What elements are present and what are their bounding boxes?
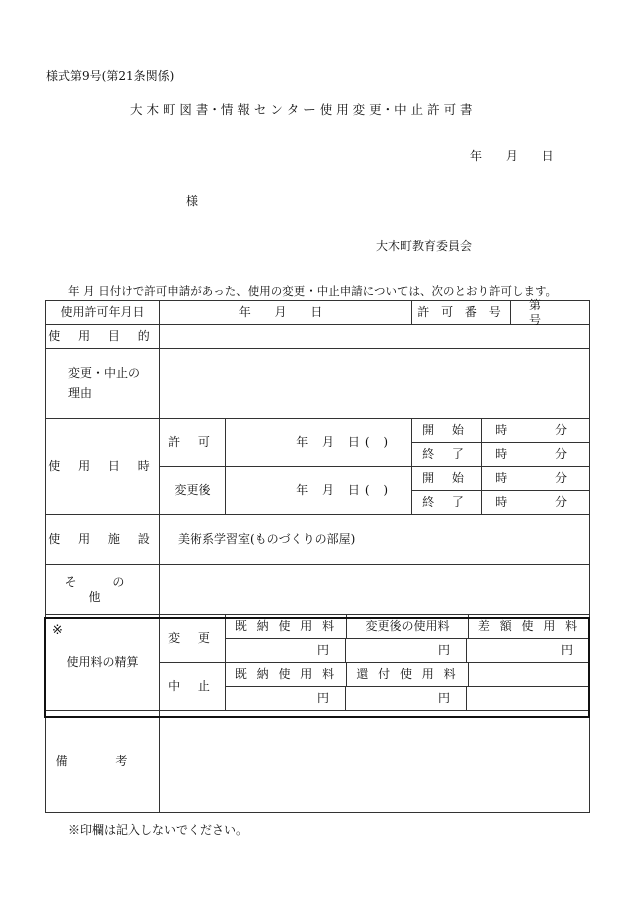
- fees-cancel-empty: [469, 663, 589, 686]
- intro-text: 年 月 日付けで許可申請があった、使用の変更・中止申請については、次のとおり許可します。: [68, 284, 558, 298]
- permit-number-value: 第 号: [529, 298, 572, 327]
- datetime-permit-date: 年 月 日( ): [226, 419, 412, 467]
- permit-number-cell: [412, 298, 590, 327]
- fees-new-yen: 円: [346, 639, 467, 662]
- fees-change-header: [226, 615, 590, 639]
- other-value: [160, 565, 590, 615]
- issuer: 大木町教育委員会: [376, 239, 473, 253]
- fees-cancel-header: [226, 663, 590, 687]
- datetime-permit-start-time: 時 分: [482, 419, 590, 443]
- fees-label-cell: [46, 615, 160, 711]
- permit-number-label: 許 可 番 号: [412, 301, 511, 324]
- fees-paid-label: 既 納 使 用 料: [226, 615, 347, 638]
- fees-refund-yen: 円: [346, 687, 467, 710]
- other-label: そ の 他: [46, 565, 160, 615]
- datetime-permit-label: 許 可: [160, 419, 226, 467]
- facility-label: 使 用 施 設: [46, 515, 160, 565]
- fees-new-label: 変更後の使用料: [347, 615, 469, 638]
- fees-change-label: 変 更: [160, 615, 226, 663]
- reason-value: [160, 349, 590, 419]
- remarks-label: 備 考: [46, 711, 160, 813]
- purpose-value: [160, 325, 590, 349]
- datetime-changed-date: 年 月 日( ): [226, 467, 412, 515]
- permit-date-value: 年 月 日: [160, 301, 412, 325]
- issue-date: 年 月 日: [470, 149, 564, 163]
- remarks-value: [160, 711, 590, 813]
- permit-date-label: 使用許可年月日: [46, 301, 160, 325]
- fees-cancel-empty-2: [467, 687, 589, 710]
- datetime-label: 使 用 日 時: [46, 419, 160, 515]
- fees-cancel-paid-yen: 円: [226, 687, 346, 710]
- purpose-label: 使 用 目 的: [46, 325, 160, 349]
- datetime-changed-start-label: 開 始: [412, 467, 482, 491]
- reason-label: 変更・中止の理由: [46, 349, 160, 419]
- fees-cancel-label: 中 止: [160, 663, 226, 711]
- permit-table: [45, 300, 590, 813]
- datetime-changed-end-time: 時 分: [482, 491, 590, 515]
- addressee-suffix: 様: [186, 194, 199, 208]
- form-number: 様式第9号(第21条関係): [46, 69, 175, 83]
- fees-change-values: [226, 639, 590, 663]
- facility-value: 美術系学習室(ものづくりの部屋): [160, 515, 590, 565]
- footer-note: ※印欄は記入しないでください。: [68, 823, 249, 837]
- fees-mark: ※: [52, 623, 63, 638]
- fees-label: 使用料の精算: [66, 655, 139, 670]
- datetime-changed-start-time: 時 分: [482, 467, 590, 491]
- datetime-changed-label: 変更後: [160, 467, 226, 515]
- fees-cancel-values: [226, 687, 590, 711]
- datetime-permit-end-time: 時 分: [482, 443, 590, 467]
- document-title: 大 木 町 図 書・情 報 セ ン タ ー 使 用 変 更・中 止 許 可 書: [130, 102, 473, 117]
- fees-cancel-paid-label: 既 納 使 用 料: [226, 663, 347, 686]
- fees-diff-yen: 円: [561, 643, 574, 658]
- datetime-permit-end-label: 終 了: [412, 443, 482, 467]
- datetime-permit-start-label: 開 始: [412, 419, 482, 443]
- fees-paid-yen: 円: [226, 639, 346, 662]
- fees-refund-label: 還 付 使 用 料: [347, 663, 469, 686]
- fees-diff-label: 差 額 使 用 料: [477, 619, 581, 634]
- datetime-changed-end-label: 終 了: [412, 491, 482, 515]
